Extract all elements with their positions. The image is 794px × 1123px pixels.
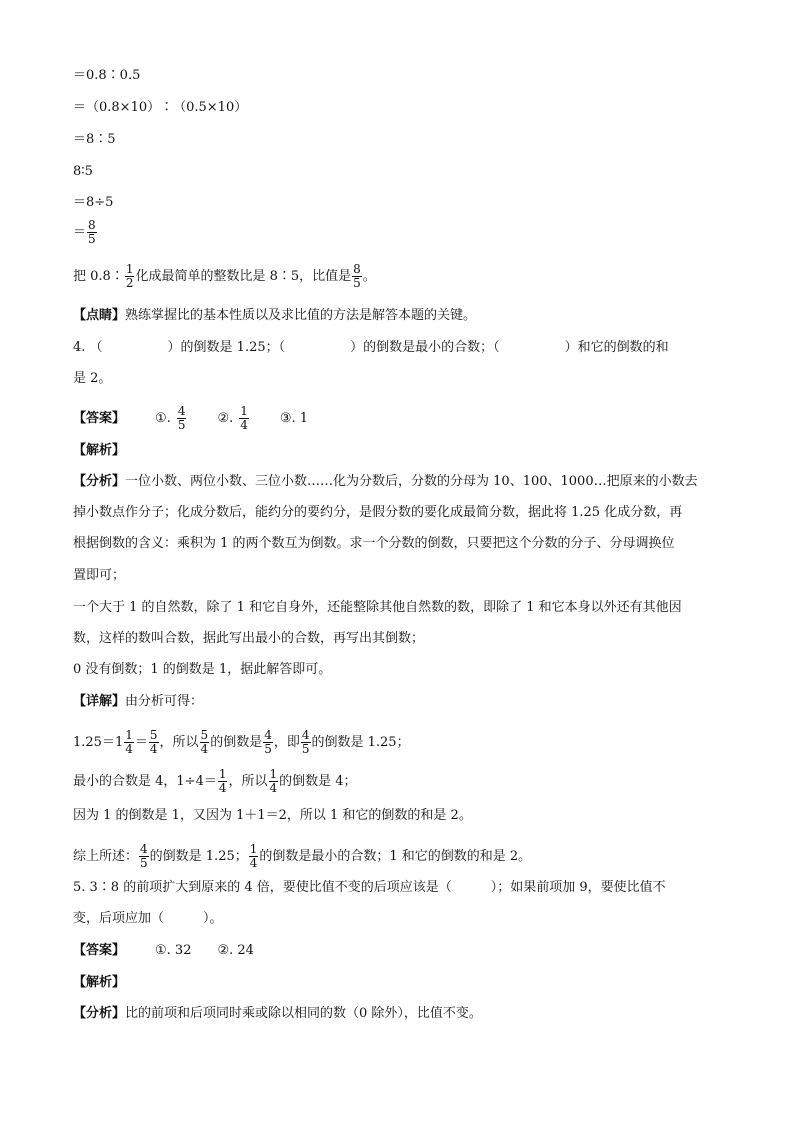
answer-1: ①. 32	[155, 943, 192, 958]
detail-step-3: 因为 1 的倒数是 1，又因为 1＋1＝2，所以 1 和它的倒数的和是 2。	[73, 808, 472, 823]
fraction-1-4	[218, 768, 228, 795]
denominator: 4	[218, 781, 227, 795]
analysis-label: 【解析】	[73, 443, 126, 458]
fraction-1-4	[239, 405, 249, 432]
conclusion-text-b: 化成最简单的整数比是 8∶5，比值是	[135, 269, 352, 284]
denominator: 4	[200, 742, 209, 756]
text: 的倒数是 4；	[279, 774, 357, 789]
detail-line	[73, 694, 203, 710]
numerator: 5	[149, 728, 158, 742]
fraction-4-5	[263, 729, 273, 756]
calc-line-2: ＝（0.8×10）∶（0.5×10）	[73, 100, 248, 115]
calc-line-1: ＝0.8∶0.5	[73, 68, 141, 83]
detail-label: 【详解】	[73, 694, 126, 709]
text: ＝	[134, 735, 148, 750]
fraction-4-5	[301, 729, 311, 756]
text: ，所以	[159, 735, 199, 750]
answer-label: 【答案】	[73, 943, 126, 958]
denominator: 2	[125, 276, 134, 290]
equals-sign: ＝	[73, 225, 87, 240]
conclusion-text-a: 把 0.8∶	[73, 269, 124, 284]
numerator: 8	[88, 218, 96, 232]
denominator: 4	[125, 742, 133, 756]
point-label: 【点睛】	[73, 308, 126, 323]
fenxi-label: 【分析】	[73, 1006, 126, 1021]
numerator: 1	[218, 767, 227, 781]
answer-3: ③. 1	[279, 411, 309, 426]
point-text: 熟练掌握比的基本性质以及求比值的方法是解答本题的关键。	[125, 308, 477, 323]
fraction-4-5	[139, 843, 149, 870]
q5-answer-line	[73, 943, 254, 959]
analysis-line-3: 根据倒数的含义：乘积为 1 的两个数互为倒数。求一个分数的倒数，只要把这个分数的分子、分母调换位	[73, 536, 675, 551]
q5-question-line-2: 变，后项应加（ ）。	[73, 911, 223, 926]
denominator: 5	[140, 856, 148, 870]
fraction-5-4	[149, 729, 159, 756]
denominator: 5	[88, 232, 96, 246]
analysis-line-7: 0 没有倒数；1 的倒数是 1，据此解答即可。	[73, 662, 332, 677]
answer-2-marker: ②.	[217, 411, 234, 426]
calc-line-6	[73, 219, 98, 246]
denominator: 4	[240, 418, 248, 432]
fraction-1-4	[124, 729, 134, 756]
calc-line-4: 8∶5	[73, 164, 93, 179]
text: 的倒数是 1.25；	[311, 735, 410, 750]
text: ，所以	[228, 774, 268, 789]
conclusion-text-c: 。	[362, 269, 376, 284]
q4-question-line-2: 是 2。	[73, 371, 112, 386]
fraction-1-4	[269, 768, 279, 795]
q4-question-line-1: 4. （ ）的倒数是 1.25；（ ）的倒数是最小的合数；（ ）和它的倒数的和	[73, 340, 669, 355]
text: 的倒数是	[210, 735, 263, 750]
denominator: 5	[353, 276, 361, 290]
numerator: 1	[240, 404, 248, 418]
numerator: 1	[249, 842, 258, 856]
fraction-8-5	[87, 219, 97, 246]
numerator: 4	[140, 842, 148, 856]
denominator: 5	[301, 742, 310, 756]
denominator: 4	[249, 856, 258, 870]
calc-line-3: ＝8∶5	[73, 132, 116, 147]
analysis-line-2: 掉小数点作分子；化成分数后，能约分的要约分，是假分数的要化成最简分数，据此将 1.25 化成分数，再	[73, 505, 683, 520]
q4-answer-line	[73, 405, 308, 432]
answer-2: ②. 24	[217, 943, 254, 958]
numerator: 1	[269, 767, 278, 781]
fraction-8-5	[352, 263, 362, 290]
text: 的倒数是 1.25；	[149, 849, 248, 864]
analysis-line-4: 置即可；	[73, 568, 126, 583]
q5-analysis-label: 【解析】	[73, 975, 126, 990]
analysis-line-1	[73, 474, 698, 490]
numerator: 8	[353, 262, 361, 276]
fraction-4-5	[177, 405, 187, 432]
q5-question-line-1: 5. 3∶8 的前项扩大到原来的 4 倍，要使比值不变的后项应该是（ ）；如果前项加 9，要使比值不	[73, 880, 666, 895]
whole-part: 1	[114, 734, 124, 750]
fraction-5-4	[200, 729, 210, 756]
fenxi-text-1: 一位小数、两位小数、三位小数……化为分数后，分数的分母为 10、100、1000…把原来的小数去	[125, 474, 698, 489]
numerator: 4	[301, 728, 310, 742]
point-line	[73, 308, 476, 324]
detail-intro: 由分析可得：	[125, 694, 204, 709]
fraction-1-2	[125, 263, 135, 290]
detail-step-1	[73, 729, 410, 756]
denominator: 5	[264, 742, 272, 756]
text: 的倒数是最小的合数；1 和它的倒数的和是 2。	[259, 849, 532, 864]
analysis-line-5: 一个大于 1 的自然数，除了 1 和它自身外，还能整除其他自然数的数，即除了 1 和它本身以外还有其他因	[73, 600, 682, 615]
text: 综上所述：	[73, 849, 139, 864]
denominator: 4	[149, 742, 158, 756]
detail-summary	[73, 843, 531, 870]
analysis-line-6: 数，这样的数叫合数，据此写出最小的合数，再写出其倒数；	[73, 631, 425, 646]
numerator: 1	[125, 728, 133, 742]
calc-line-5: ＝8÷5	[73, 195, 114, 210]
numerator: 5	[200, 728, 209, 742]
mixed-number	[115, 729, 135, 756]
conclusion-line	[73, 263, 376, 290]
answer-1-marker: ①.	[155, 411, 171, 426]
text: ，即	[273, 735, 300, 750]
text: 最小的合数是 4，1÷4＝	[73, 774, 217, 789]
denominator: 5	[177, 418, 186, 432]
fenxi-label: 【分析】	[73, 474, 126, 489]
fraction-1-4	[249, 843, 259, 870]
numerator: 1	[125, 262, 134, 276]
answer-label: 【答案】	[73, 411, 126, 426]
denominator: 4	[269, 781, 278, 795]
detail-step-2	[73, 768, 357, 795]
numerator: 4	[177, 404, 186, 418]
q5-analysis-line-1	[73, 1006, 482, 1022]
fenxi-text: 比的前项和后项同时乘或除以相同的数（0 除外），比值不变。	[125, 1006, 482, 1021]
numerator: 4	[264, 728, 272, 742]
text: 1.25＝	[73, 735, 115, 750]
